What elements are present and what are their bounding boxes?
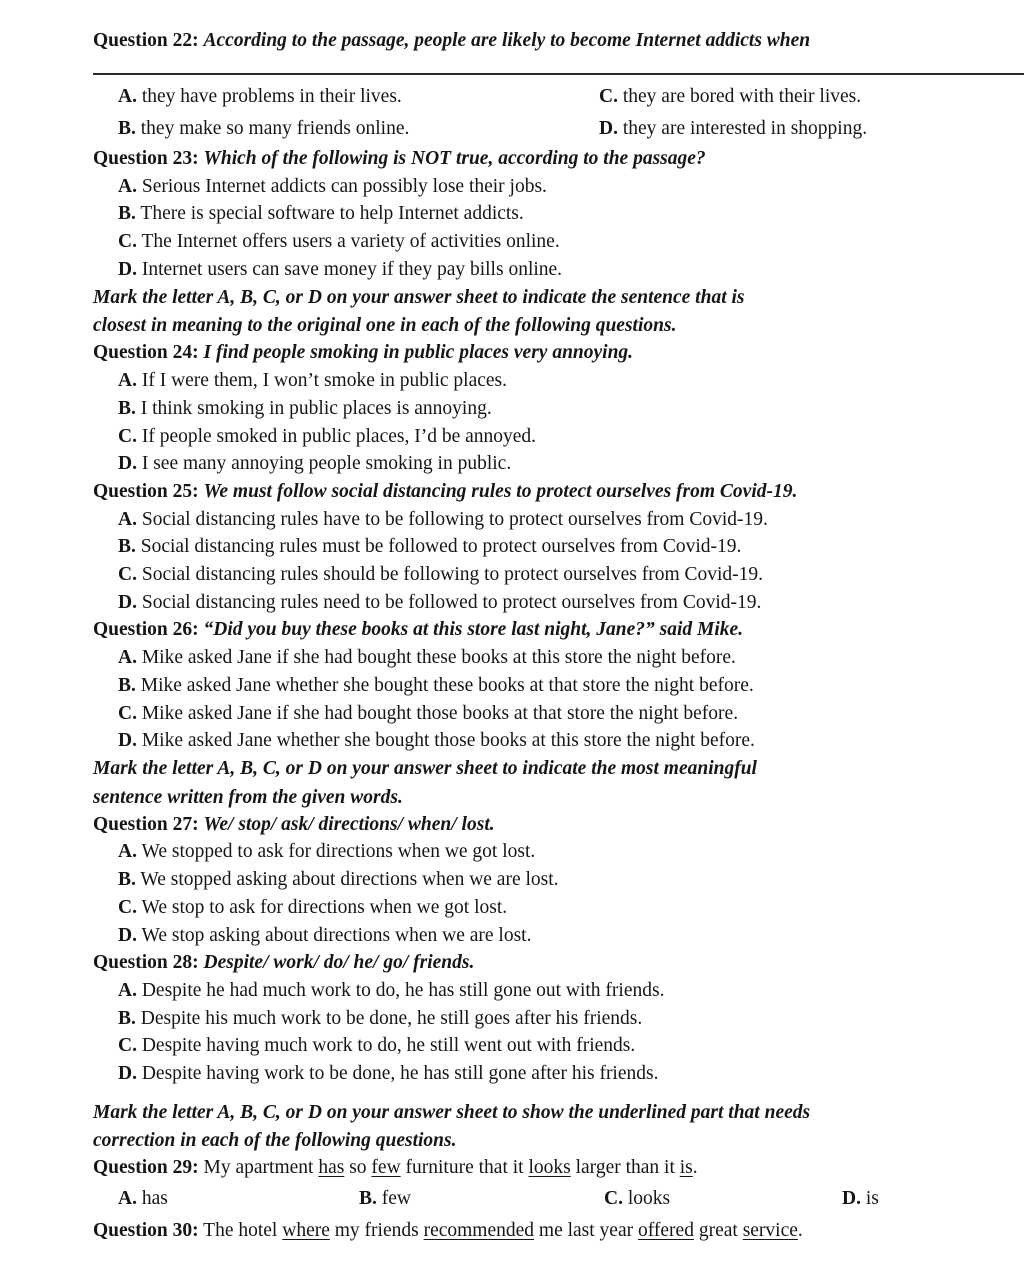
option-letter: C. — [604, 1188, 623, 1209]
question-24 — [93, 341, 633, 365]
option-a — [118, 508, 768, 532]
question-text: I find people smoking in public places very annoying. — [203, 342, 634, 363]
option-text: they are interested in shopping. — [622, 118, 868, 139]
option-text: Despite his much work to be done, he still goes after his friends. — [140, 1008, 643, 1029]
option-letter: B. — [118, 118, 136, 139]
option-letter: D. — [118, 1063, 137, 1084]
underlined-part: recommended — [423, 1220, 535, 1241]
option-c — [118, 563, 763, 587]
option-text: Mike asked Jane whether she bought those books at this store the night before. — [141, 730, 755, 751]
option-b — [118, 674, 754, 698]
question-label: Question 28: — [93, 952, 199, 973]
option-text: has — [141, 1188, 168, 1209]
option-b — [359, 1187, 411, 1211]
instruction-line: correction in each of the following questions. — [93, 1130, 457, 1151]
option-b — [118, 1007, 642, 1031]
option-text: Internet users can save money if they pay bills online. — [141, 259, 563, 280]
option-text: Despite having work to be done, he has still gone after his friends. — [141, 1063, 659, 1084]
option-letter: B. — [118, 536, 136, 557]
option-letter: A. — [118, 370, 137, 391]
question-text: We/ stop/ ask/ directions/ when/ lost. — [203, 814, 495, 835]
underlined-part: is — [679, 1157, 693, 1178]
option-d — [118, 591, 761, 615]
option-text: they have problems in their lives. — [141, 86, 402, 107]
option-text: If people smoked in public places, I’d be annoyed. — [141, 426, 537, 447]
question-label: Question 30: — [93, 1220, 199, 1241]
option-text: Despite having much work to do, he still went out with friends. — [141, 1035, 636, 1056]
underlined-part: few — [371, 1157, 401, 1178]
option-d — [118, 452, 511, 476]
option-c — [604, 1187, 670, 1211]
horizontal-rule — [93, 73, 1024, 75]
option-text: they make so many friends online. — [140, 118, 410, 139]
option-text: Social distancing rules have to be following to protect ourselves from Covid-19. — [141, 509, 768, 530]
underlined-part: offered — [638, 1220, 694, 1241]
option-a — [118, 369, 507, 393]
option-letter: A. — [118, 1188, 137, 1209]
option-b — [118, 117, 409, 141]
option-letter: A. — [118, 980, 137, 1001]
option-d — [842, 1187, 879, 1211]
sentence-part: my friends — [329, 1220, 424, 1241]
option-d — [118, 1062, 658, 1086]
option-letter: C. — [118, 564, 137, 585]
option-c — [118, 425, 536, 449]
option-text: Mike asked Jane whether she bought these books at that store the night before. — [140, 675, 754, 696]
option-text: We stopped to ask for directions when we got lost. — [141, 841, 536, 862]
option-text: Serious Internet addicts can possibly lose their jobs. — [141, 176, 547, 197]
option-text: Social distancing rules should be following to protect ourselves from Covid-19. — [141, 564, 764, 585]
option-letter: D. — [118, 453, 137, 474]
option-a — [118, 840, 535, 864]
option-letter: D. — [842, 1188, 861, 1209]
option-text: few — [381, 1188, 411, 1209]
sentence-part: The hotel — [203, 1220, 283, 1241]
option-letter: A. — [118, 841, 137, 862]
option-a — [118, 85, 402, 109]
question-29 — [93, 1156, 698, 1180]
option-text: We stopped asking about directions when we are lost. — [140, 869, 559, 890]
underlined-part: has — [318, 1157, 345, 1178]
underlined-part: looks — [528, 1157, 571, 1178]
option-letter: D. — [118, 259, 137, 280]
option-c — [118, 1034, 635, 1058]
option-a — [118, 646, 736, 670]
option-letter: D. — [118, 925, 137, 946]
question-text: According to the passage, people are likely to become Internet addicts when — [203, 30, 811, 51]
option-letter: B. — [118, 1008, 136, 1029]
underlined-part: service — [742, 1220, 798, 1241]
question-text: “Did you buy these books at this store last night, Jane?” said Mike. — [203, 619, 744, 640]
option-d — [599, 117, 867, 141]
option-text: Mike asked Jane if she had bought those books at that store the night before. — [141, 703, 739, 724]
option-text: The Internet offers users a variety of activities online. — [141, 231, 560, 252]
option-text: looks — [627, 1188, 671, 1209]
option-letter: B. — [118, 203, 136, 224]
question-text: Despite/ work/ do/ he/ go/ friends. — [203, 952, 475, 973]
sentence-part: furniture that it — [400, 1157, 529, 1178]
question-22 — [93, 29, 810, 53]
option-d — [118, 924, 531, 948]
option-text: is — [865, 1188, 879, 1209]
option-c — [118, 702, 738, 726]
sentence-part: great — [693, 1220, 743, 1241]
question-text: We must follow social distancing rules to protect ourselves from Covid-19. — [203, 481, 798, 502]
instruction-line: sentence written from the given words. — [93, 787, 403, 808]
question-label: Question 26: — [93, 619, 199, 640]
sentence-part: larger than it — [570, 1157, 680, 1178]
question-text: Which of the following is NOT true, according to the passage? — [203, 148, 706, 169]
option-letter: B. — [118, 675, 136, 696]
option-a — [118, 1187, 168, 1211]
question-label: Question 27: — [93, 814, 199, 835]
question-26 — [93, 618, 743, 642]
option-b — [118, 535, 741, 559]
option-letter: B. — [118, 869, 136, 890]
question-28 — [93, 951, 474, 975]
instruction-line: Mark the letter A, B, C, or D on your answer sheet to indicate the sentence that is — [93, 287, 745, 308]
question-label: Question 29: — [93, 1157, 199, 1178]
option-c — [118, 896, 507, 920]
question-23 — [93, 147, 706, 171]
option-text: I see many annoying people smoking in public. — [141, 453, 512, 474]
option-letter: C. — [118, 703, 137, 724]
option-letter: A. — [118, 176, 137, 197]
option-letter: D. — [118, 592, 137, 613]
sentence-part: . — [692, 1157, 698, 1178]
option-text: There is special software to help Internet addicts. — [140, 203, 524, 224]
option-letter: A. — [118, 86, 137, 107]
option-a — [118, 175, 547, 199]
option-letter: A. — [118, 509, 137, 530]
sentence-part: me last year — [534, 1220, 638, 1241]
option-text: they are bored with their lives. — [622, 86, 862, 107]
option-letter: D. — [118, 730, 137, 751]
question-30 — [93, 1219, 803, 1243]
underlined-part: where — [282, 1220, 330, 1241]
question-25 — [93, 480, 797, 504]
option-letter: B. — [359, 1188, 377, 1209]
question-label: Question 22: — [93, 30, 199, 51]
option-text: Mike asked Jane if she had bought these books at this store the night before. — [141, 647, 736, 668]
question-label: Question 25: — [93, 481, 199, 502]
option-b — [118, 868, 559, 892]
question-label: Question 24: — [93, 342, 199, 363]
instruction-line: Mark the letter A, B, C, or D on your answer sheet to indicate the most meaningful — [93, 758, 757, 779]
sentence-part: My apartment — [203, 1157, 319, 1178]
option-letter: C. — [118, 426, 137, 447]
option-letter: D. — [599, 118, 618, 139]
instruction-line: closest in meaning to the original one in each of the following questions. — [93, 315, 677, 336]
option-c — [118, 230, 560, 254]
option-a — [118, 979, 664, 1003]
option-text: We stop asking about directions when we are lost. — [141, 925, 532, 946]
instruction-line: Mark the letter A, B, C, or D on your answer sheet to show the underlined part that needs — [93, 1102, 811, 1123]
option-letter: C. — [118, 1035, 137, 1056]
option-text: Social distancing rules need to be followed to protect ourselves from Covid-19. — [141, 592, 762, 613]
sentence-part: . — [797, 1220, 803, 1241]
question-label: Question 23: — [93, 148, 199, 169]
option-b — [118, 397, 492, 421]
option-text: If I were them, I won’t smoke in public places. — [141, 370, 508, 391]
option-b — [118, 202, 524, 226]
option-text: We stop to ask for directions when we got lost. — [141, 897, 508, 918]
option-letter: C. — [118, 231, 137, 252]
option-letter: B. — [118, 398, 136, 419]
option-text: Despite he had much work to do, he has still gone out with friends. — [141, 980, 665, 1001]
question-27 — [93, 813, 495, 837]
option-c — [599, 85, 861, 109]
option-letter: C. — [599, 86, 618, 107]
option-d — [118, 729, 755, 753]
sentence-part: so — [344, 1157, 372, 1178]
option-letter: A. — [118, 647, 137, 668]
option-text: Social distancing rules must be followed to protect ourselves from Covid-19. — [140, 536, 742, 557]
option-text: I think smoking in public places is annoying. — [140, 398, 492, 419]
option-d — [118, 258, 562, 282]
option-letter: C. — [118, 897, 137, 918]
